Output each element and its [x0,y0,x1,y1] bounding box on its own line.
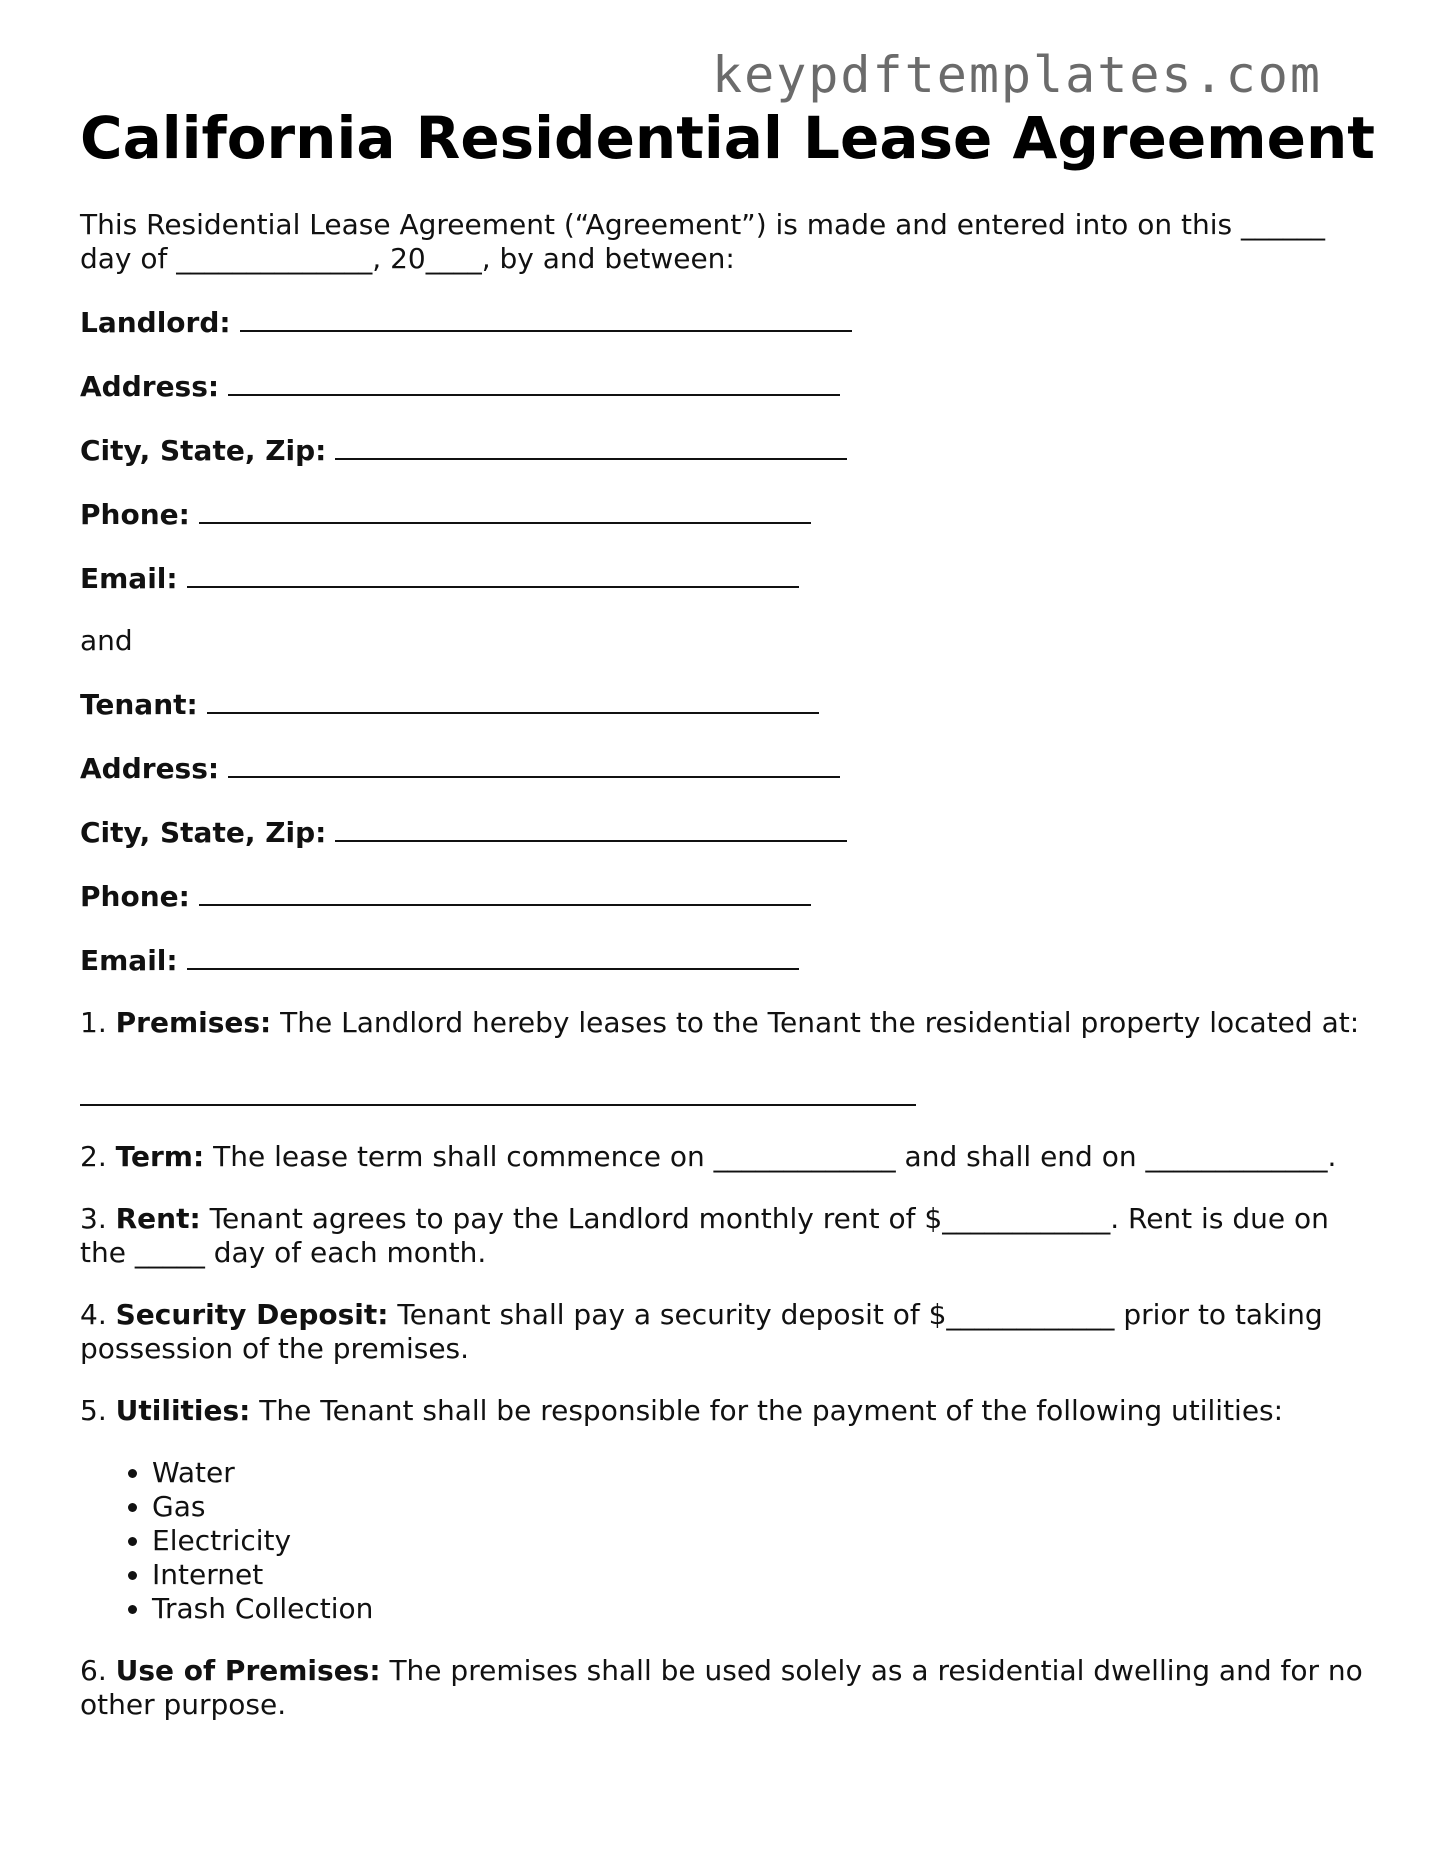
intro-paragraph [80,208,1380,276]
section-term-text: The lease term shall commence on _____________ and shall end on _____________. [204,1140,1337,1173]
landlord-city-label: City, State, Zip: [80,434,327,467]
landlord-name-line[interactable] [240,304,852,332]
tenant-phone-line[interactable] [199,878,811,906]
landlord-email-field[interactable] [80,560,1380,596]
section-premises [80,1006,1380,1040]
intro-line-2: day of ______________, 20____, by and between: [80,242,735,275]
section-premises-text: The Landlord hereby leases to the Tenant the residential property located at: [271,1006,1360,1039]
section-use-text: The premises shall be used solely as a residential dwelling and for no other purpose. [80,1654,1363,1721]
section-rent-heading: Rent: [115,1202,201,1235]
section-term [80,1140,1380,1174]
premises-address-field[interactable] [80,1078,1380,1112]
section-use-heading: Use of Premises: [115,1654,381,1687]
landlord-name-label: Landlord: [80,306,231,339]
list-item: • Internet [152,1558,1380,1592]
section-term-number: 2. [80,1140,107,1173]
list-item: • Gas [152,1490,1380,1524]
tenant-city-label: City, State, Zip: [80,816,327,849]
section-deposit-number: 4. [80,1298,107,1331]
landlord-name-field[interactable] [80,304,1380,340]
premises-address-line[interactable] [80,1078,916,1106]
landlord-phone-line[interactable] [199,496,811,524]
section-utilities-number: 5. [80,1394,107,1427]
tenant-address-label: Address: [80,752,220,785]
tenant-address-line[interactable] [228,750,840,778]
tenant-email-label: Email: [80,944,178,977]
section-deposit-heading: Security Deposit: [115,1298,389,1331]
landlord-email-label: Email: [80,562,178,595]
section-use [80,1654,1380,1722]
section-premises-number: 1. [80,1006,107,1039]
tenant-address-field[interactable] [80,750,1380,786]
section-utilities-text: The Tenant shall be responsible for the payment of the following utilities: [250,1394,1284,1427]
tenant-name-label: Tenant: [80,688,198,721]
landlord-address-label: Address: [80,370,220,403]
tenant-phone-field[interactable] [80,878,1380,914]
section-utilities [80,1394,1380,1428]
tenant-city-field[interactable] [80,814,1380,850]
tenant-name-field[interactable] [80,686,1380,722]
and-text: and [80,624,133,657]
tenant-phone-label: Phone: [80,880,190,913]
landlord-city-field[interactable] [80,432,1380,468]
section-use-number: 6. [80,1654,107,1687]
landlord-city-line[interactable] [335,432,847,460]
list-item: • Water [152,1456,1380,1490]
landlord-address-line[interactable] [228,368,840,396]
section-deposit [80,1298,1380,1366]
tenant-email-line[interactable] [187,942,799,970]
landlord-phone-field[interactable] [80,496,1380,532]
lease-document [80,98,1380,1722]
section-rent-text: Tenant agrees to pay the Landlord monthly rent of $____________. Rent is due on the _____ day of each month. [80,1202,1329,1269]
watermark: keypdftemplates.com [712,46,1322,104]
intro-line-1: This Residential Lease Agreement (“Agreement”) is made and entered into on this ______ [80,208,1325,241]
section-rent [80,1202,1380,1270]
section-premises-heading: Premises: [115,1006,272,1039]
tenant-city-line[interactable] [335,814,847,842]
landlord-email-line[interactable] [187,560,799,588]
landlord-phone-label: Phone: [80,498,190,531]
section-utilities-heading: Utilities: [115,1394,251,1427]
section-term-heading: Term: [115,1140,205,1173]
document-title: California Residential Lease Agreement [80,104,1375,172]
section-deposit-text: Tenant shall pay a security deposit of $____________ prior to taking possession of the premises. [80,1298,1323,1365]
tenant-email-field[interactable] [80,942,1380,978]
landlord-address-field[interactable] [80,368,1380,404]
list-item: • Trash Collection [152,1592,1380,1626]
tenant-name-line[interactable] [207,686,819,714]
section-rent-number: 3. [80,1202,107,1235]
list-item: • Electricity [152,1524,1380,1558]
utilities-list [80,1456,1380,1626]
